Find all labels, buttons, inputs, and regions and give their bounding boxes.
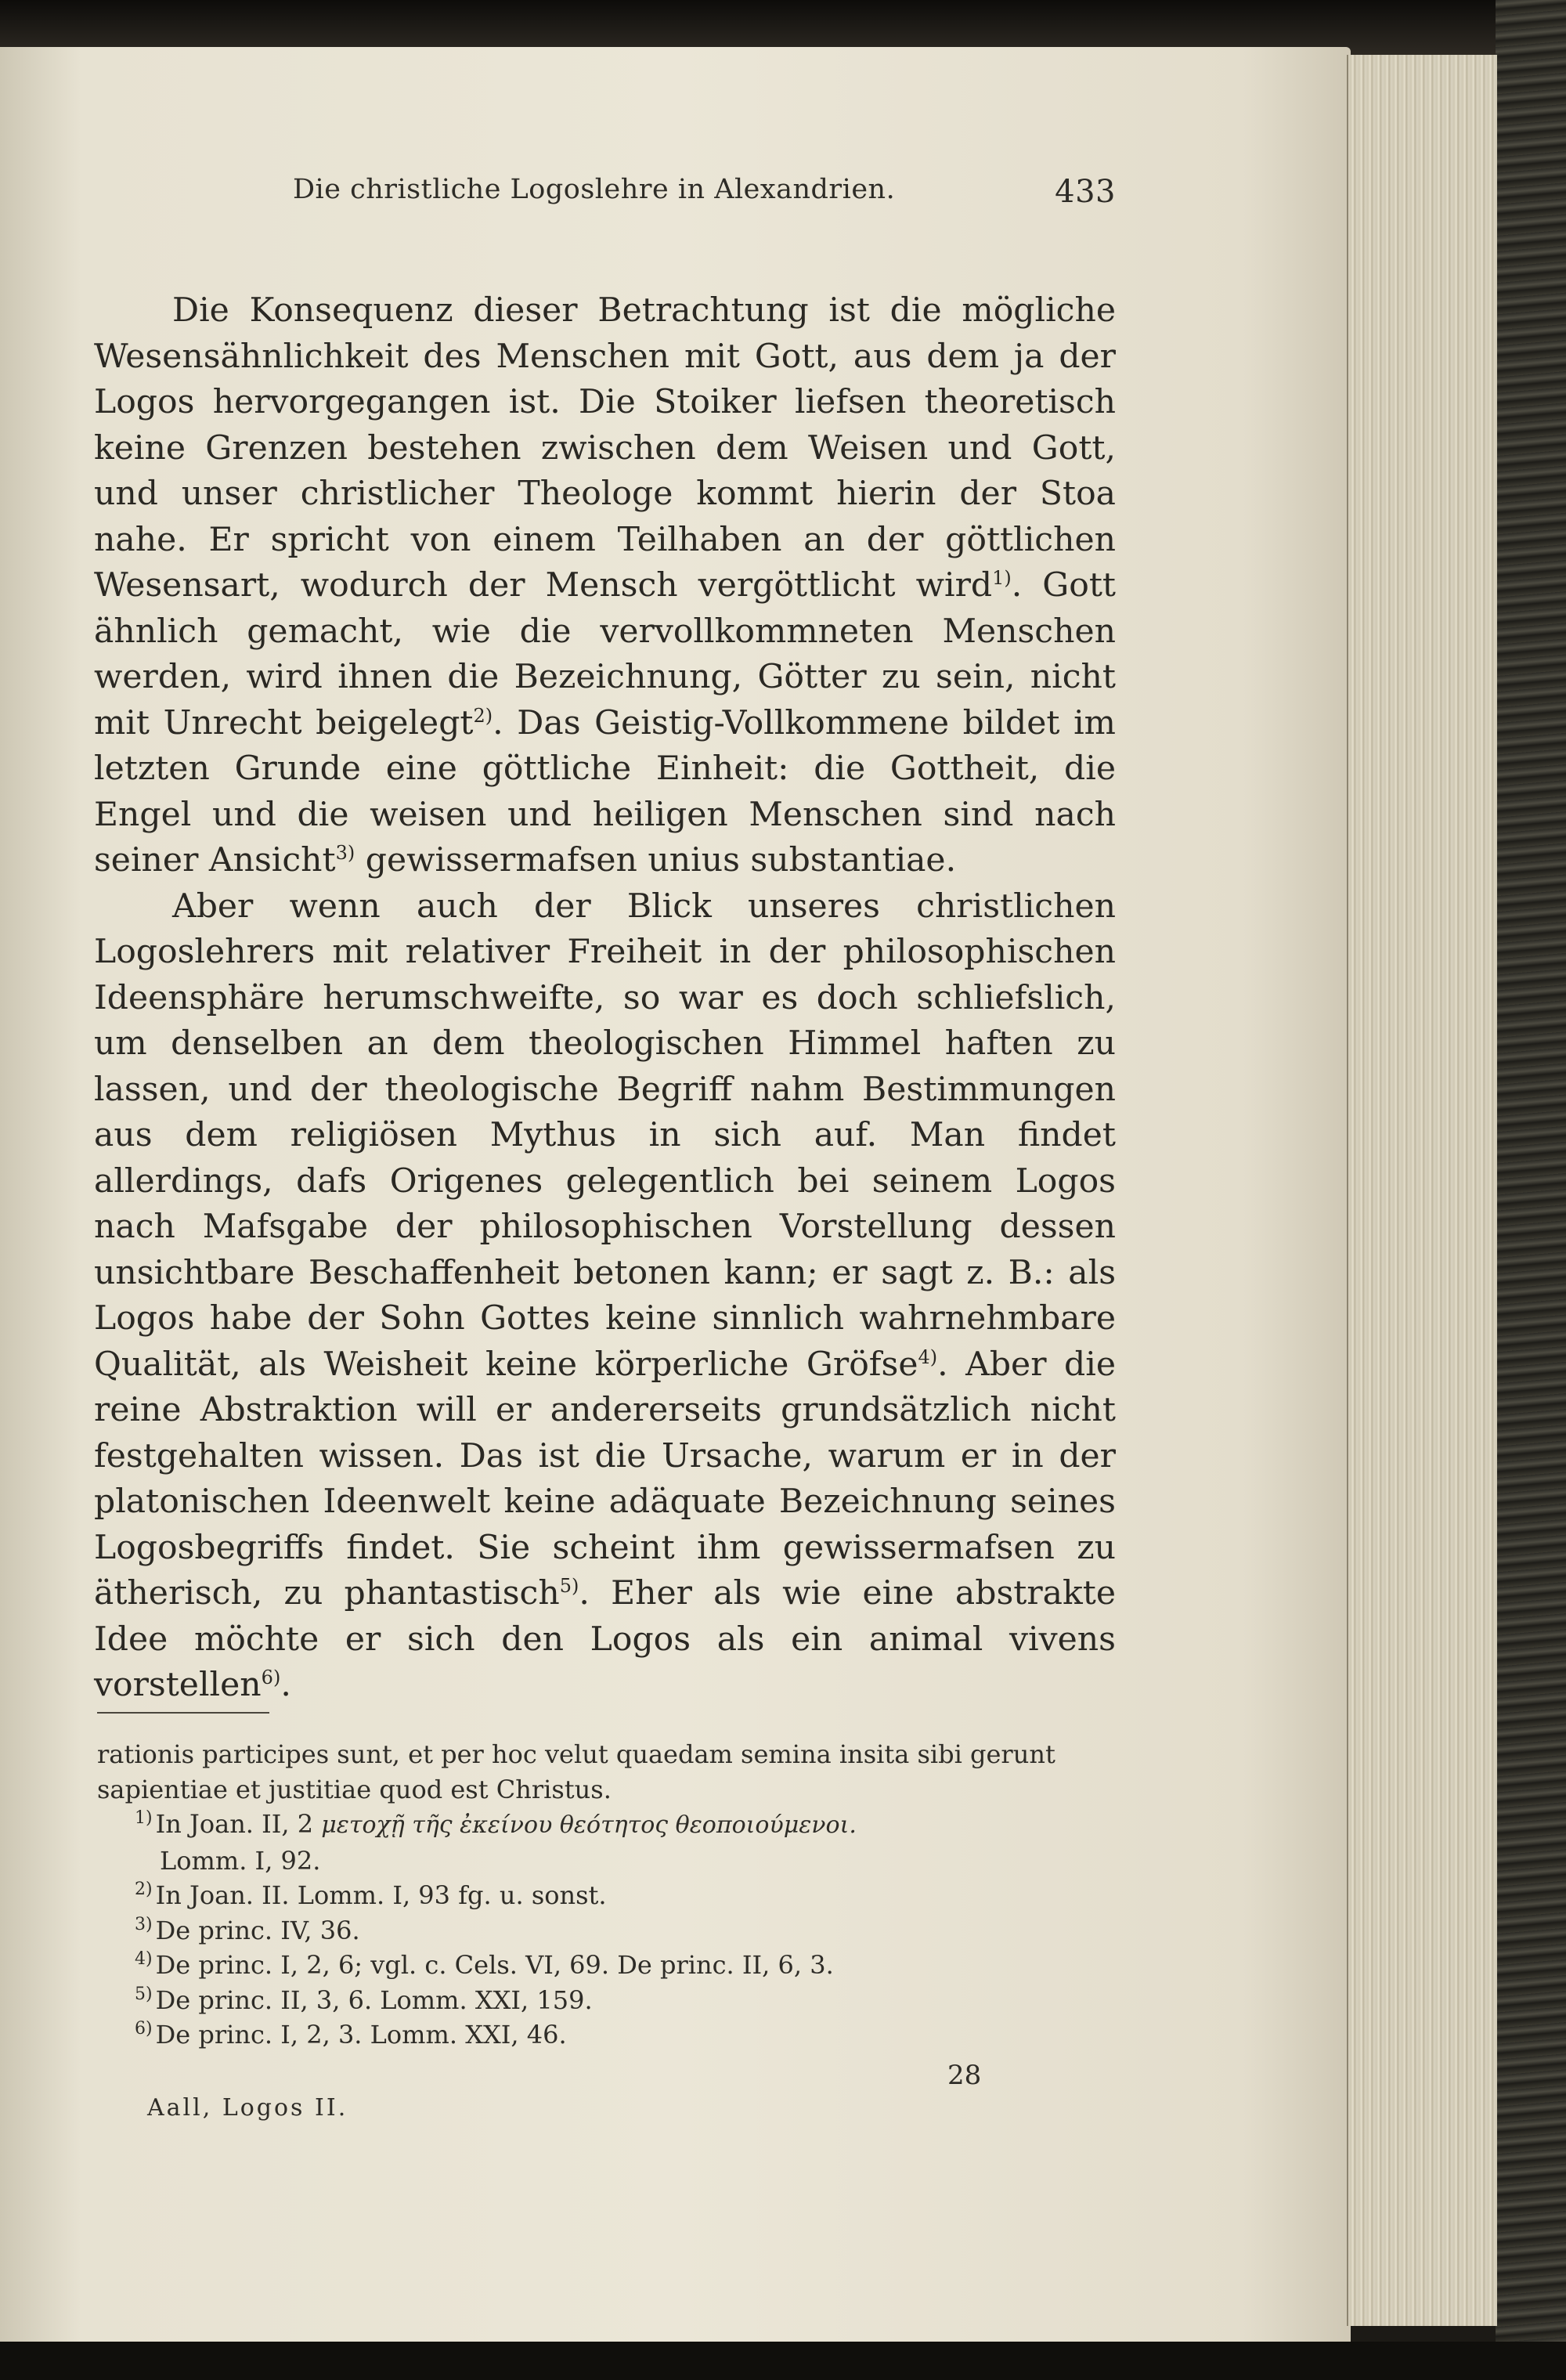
footnote-number: 1) — [135, 1808, 153, 1829]
paragraph-text: Aber wenn auch der Blick unseres christlichen Logoslehrers mit relativer Freiheit in der philosophischen Ideensphäre herumschweifte, so war es doch schliefslich, um denselben an dem theologischen Himmel haften zu lassen, und der theologische Begriff nahm Bestimmungen aus dem religiösen Mythus in sich auf. Man findet allerdings, dafs Origenes gelegentlich bei seinem Logos nach Mafsgabe der philosophischen Vorstellung dessen unsichtbare Beschaffenheit betonen kann; er sagt z. B.: als Logos habe der Sohn Gottes keine sinnlich wahrnehmbare Qualität, als Weisheit keine körperliche Gröfse — [94, 887, 1116, 1384]
paragraph-2 — [94, 884, 1116, 1709]
footnote-4 — [97, 1948, 1115, 1983]
running-head — [94, 174, 1116, 221]
paragraph-1 — [94, 288, 1116, 884]
printer-signature — [97, 2060, 1115, 2133]
footnote-ref-3: 3) — [335, 841, 355, 864]
footnote-text: De princ. I, 2, 3. Lomm. XXI, 46. — [155, 2020, 567, 2050]
footnote-number: 2) — [135, 1880, 153, 1900]
paragraph-text: . Gott ähnlich gemacht, wie die vervollkommneten Menschen werden, wird ihnen die Bezeichnung, Götter zu sein, nicht mit Unrecht beigelegt — [94, 566, 1116, 742]
footnote-1 — [97, 1807, 1115, 1878]
footnote-text: Lomm. I, 92. — [160, 1845, 321, 1876]
footnote-ref-4: 4) — [918, 1345, 938, 1368]
paragraph-text: . Eher als wie eine abstrakte Idee möchte er sich den Logos als ein animal vivens vorstellen — [94, 1574, 1117, 1704]
signature-author-title: Aall, Logos II. — [147, 2094, 348, 2122]
signature-sheet-number: 28 — [947, 2060, 982, 2091]
footnote-continuation: rationis participes sunt, et per hoc velut quaedam semina insita sibi gerunt sapientiae et justitiae quod est Christus. — [97, 1739, 1055, 1804]
footnote-text: De princ. IV, 36. — [155, 1915, 360, 1945]
page-number: 433 — [1055, 174, 1116, 210]
body-text — [94, 288, 1116, 1709]
running-head-title: Die christliche Logoslehre in Alexandrien. — [293, 174, 896, 205]
footnote-2 — [97, 1878, 1115, 1913]
footnote-text: In Joan. II, 2 — [155, 1809, 322, 1839]
book-cover-edge — [1496, 0, 1566, 2380]
footnote-text: In Joan. II. Lomm. I, 93 fg. u. sonst. — [155, 1880, 607, 1910]
footnote-ref-5: 5) — [559, 1574, 579, 1597]
footnote-ref-6: 6) — [261, 1666, 281, 1688]
footnote-text: De princ. I, 2, 6; vgl. c. Cels. VI, 69. De princ. II, 6, 3. — [155, 1950, 834, 1980]
paragraph-text: . Das Geistig-Vollkommene bildet im letzten Grunde eine göttliche Einheit: die Gottheit, die Engel und die weisen und heiligen Menschen sind nach seiner Ansicht — [94, 703, 1116, 879]
footnote-divider — [97, 1712, 269, 1714]
footnote-ref-1: 1) — [992, 566, 1012, 589]
footnote-text: De princ. II, 3, 6. Lomm. XXI, 159. — [155, 1985, 593, 2015]
footnotes — [97, 1737, 1115, 2053]
footnote-6 — [97, 2017, 1115, 2053]
footnote-number: 6) — [135, 2019, 153, 2039]
paragraph-text: gewissermafsen unius substantiae. — [355, 841, 957, 879]
footnote-3 — [97, 1913, 1115, 1948]
paragraph-text: . — [280, 1666, 291, 1704]
page-bottom-shadow — [0, 2342, 1566, 2380]
footnote-greek-quote: μετοχῇ τῆς ἐκείνου θεότητος θεοποιούμενοι. — [321, 1811, 857, 1839]
footnote-number: 5) — [135, 1984, 153, 2004]
paragraph-text: Die Konsequenz dieser Betrachtung ist die mögliche Wesensähnlichkeit des Menschen mit Gott, aus dem ja der Logos hervorgegangen ist. Die Stoiker liefsen theoretisch keine Grenzen bestehen zwischen dem Weisen und Gott, und unser christlicher Theologe kommt hierin der Stoa nahe. Er spricht von einem Teilhaben an der göttlichen Wesensart, wodurch der Mensch vergöttlicht wird — [94, 291, 1116, 605]
footnote-number: 3) — [135, 1914, 153, 1934]
paragraph-text: . Aber die reine Abstraktion will er andererseits grundsätzlich nicht festgehalten wissen. Das ist die Ursache, warum er in der platonischen Ideenwelt keine adäquate Bezeichnung seines Logosbegriffs findet. Sie scheint ihm gewissermafsen zu ätherisch, zu phantastisch — [94, 1345, 1116, 1613]
footnote-5 — [97, 1983, 1115, 2018]
footnote-ref-2: 2) — [473, 704, 493, 727]
page-stack-edge — [1347, 55, 1497, 2326]
footnote-number: 4) — [135, 1949, 153, 1970]
